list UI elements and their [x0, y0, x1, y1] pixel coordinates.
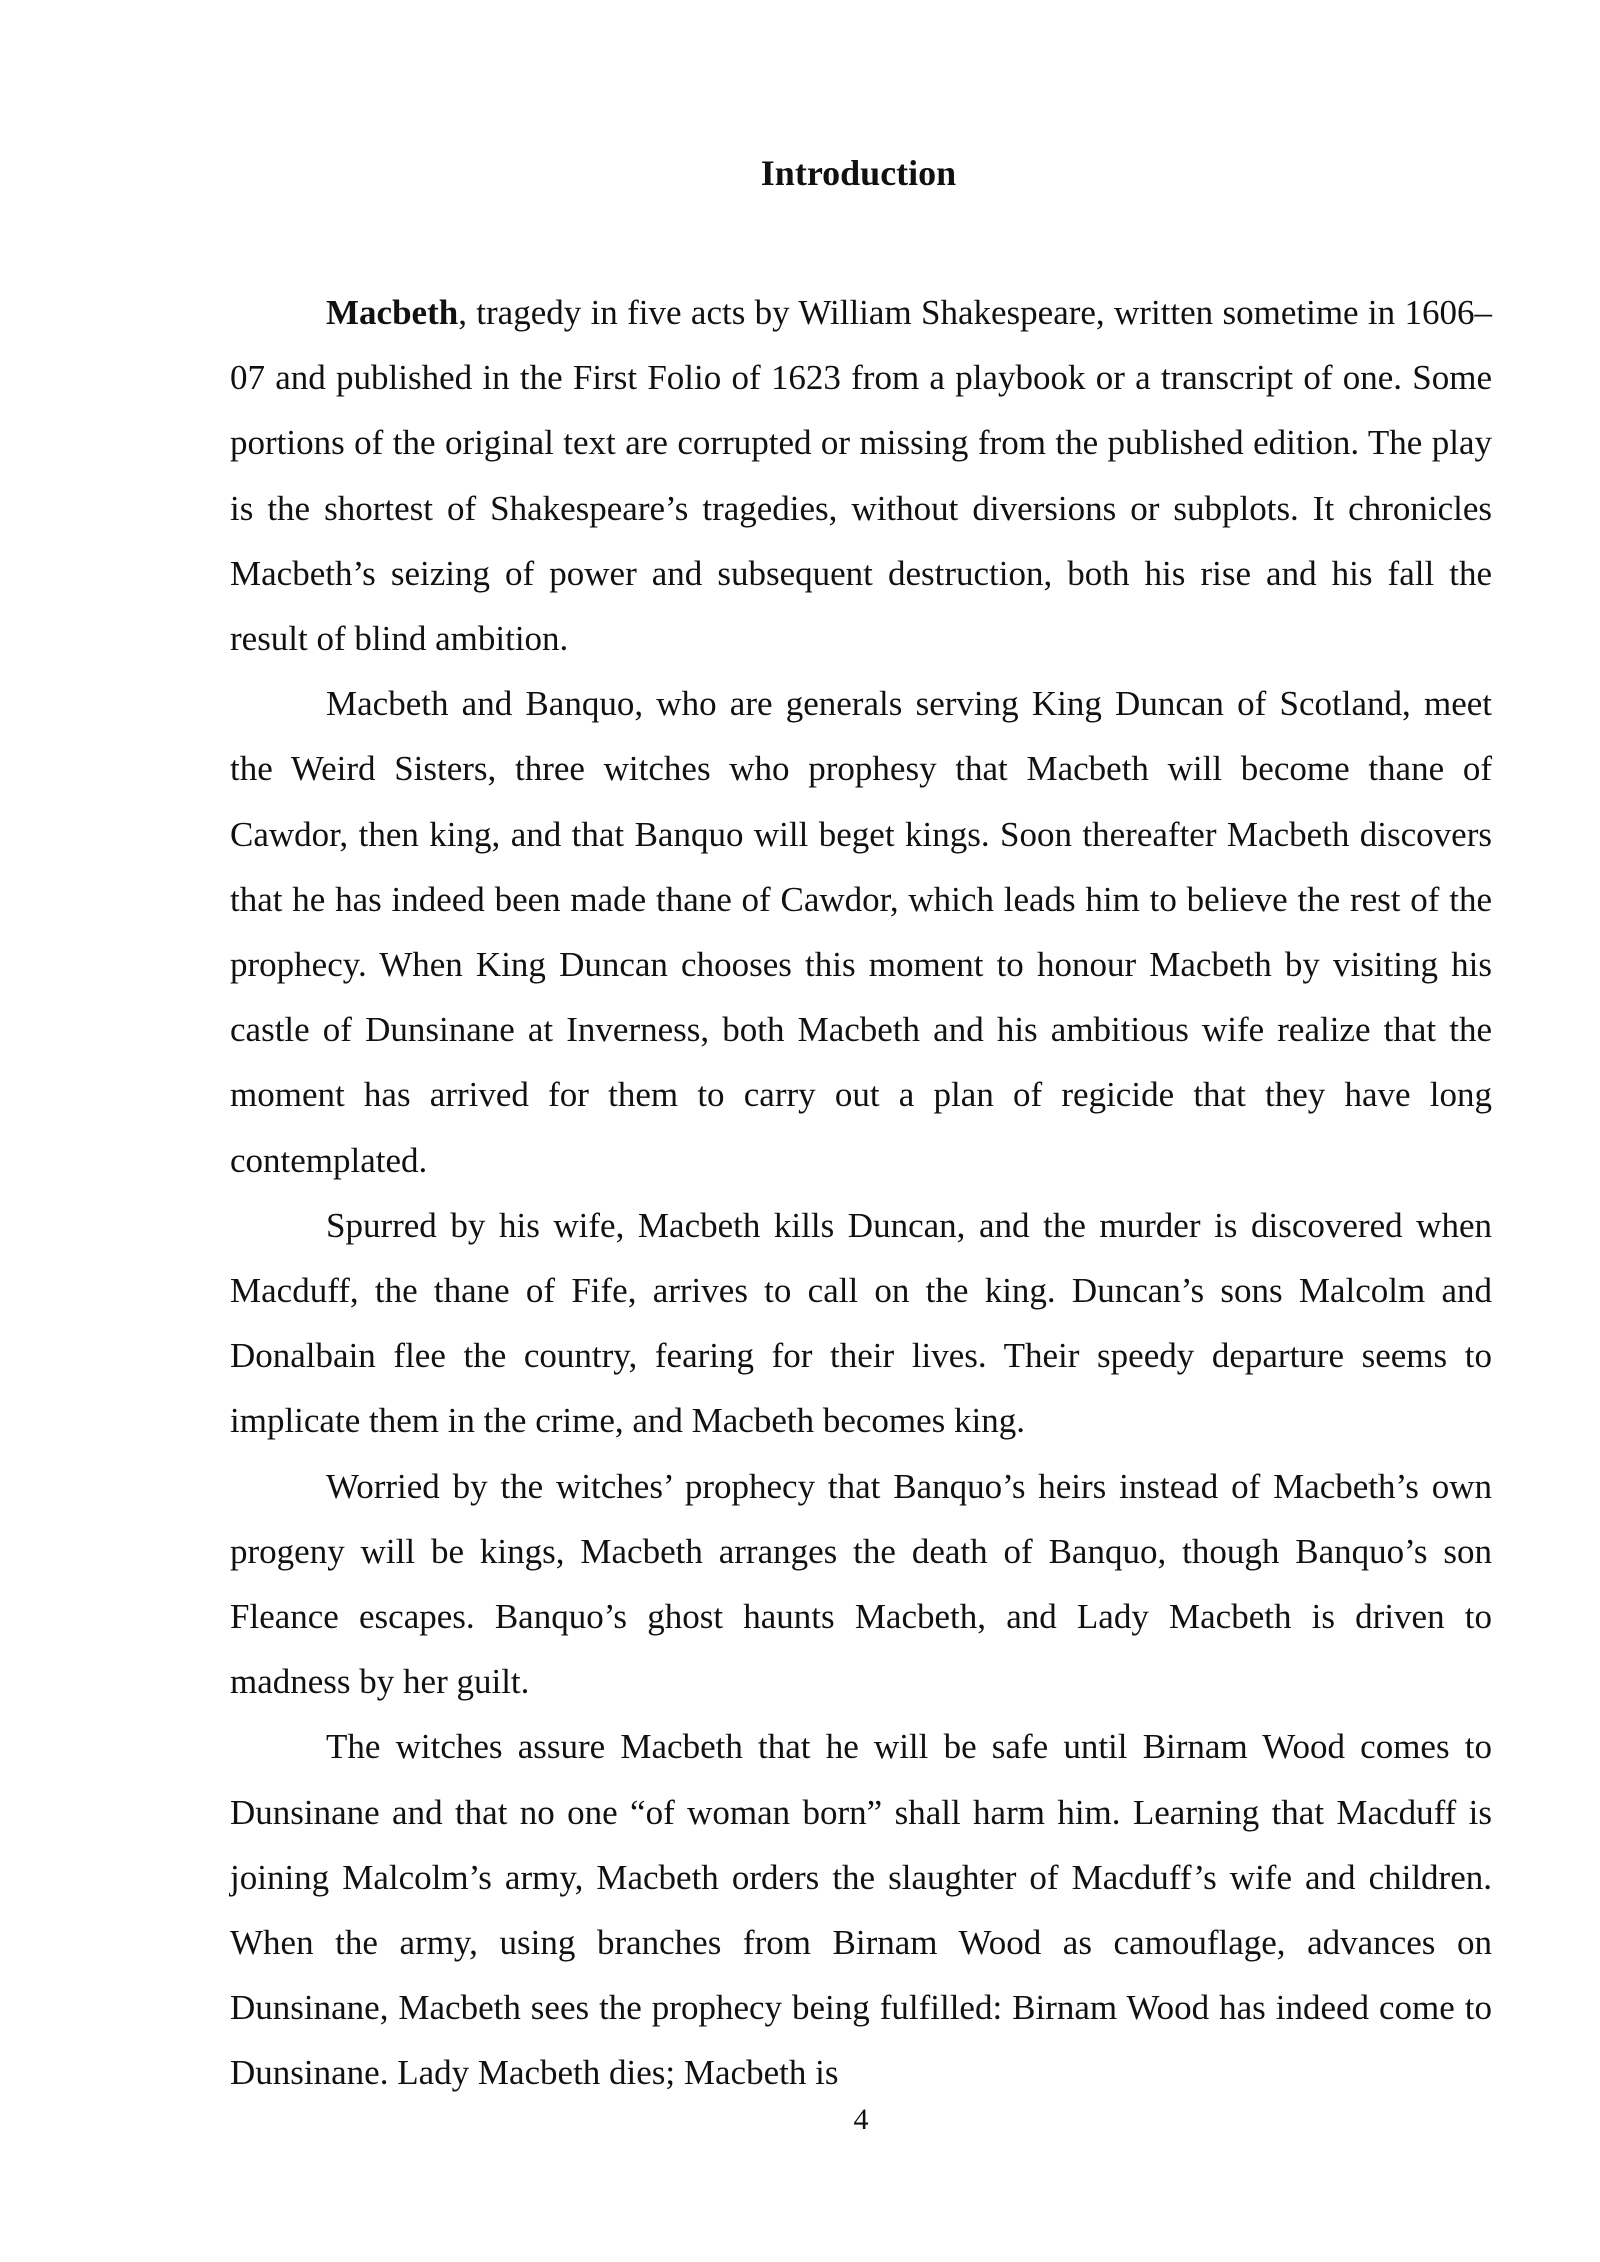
paragraph-3: Spurred by his wife, Macbeth kills Duncan, and the murder is discovered when Macduff, the thane of Fife, arrives to call on the king. Duncan’s sons Malcolm and Donalbain flee the country, fearing for their lives. Their speedy departure seems to implicate them in the crime, and Macbeth becomes king.: [230, 1205, 1492, 1441]
body-text: [230, 280, 1492, 2106]
paragraph-text: , tragedy in five acts by William Shakespeare, written sometime in 1606–07 and published in the First Folio of 1623 from a playbook or a transcript of one. Some portions of the original text are corrupted or missing from the published edition. The play is the shortest of Shakespeare’s tragedies, without diversions or subplots. It chronicles Macbeth’s seizing of power and subsequent destruction, both his rise and his fall the result of blind ambition.: [230, 293, 1492, 659]
page-number: 4: [853, 2103, 869, 2136]
paragraph-4: Worried by the witches’ prophecy that Banquo’s heirs instead of Macbeth’s own progeny will be kings, Macbeth arranges the death of Banquo, though Banquo’s son Fleance escapes. Banquo’s ghost haunts Macbeth, and Lady Macbeth is driven to madness by her guilt.: [230, 1466, 1492, 1702]
paragraph-1: [230, 280, 1492, 671]
page-title: Introduction: [760, 153, 957, 193]
paragraph-5: The witches assure Macbeth that he will be safe until Birnam Wood comes to Dunsinane and that no one “of woman born” shall harm him. Learning that Macduff is joining Malcolm’s army, Macbeth orders the slaughter of Macduff’s wife and children. When the army, using branches from Birnam Wood as camouflage, advances on Dunsinane, Macbeth sees the prophecy being fulfilled: Birnam Wood has indeed come to Dunsinane. Lady Macbeth dies; Macbeth is: [230, 1727, 1492, 2093]
paragraph-lead-bold: Macbeth: [326, 293, 459, 332]
paragraph-2: Macbeth and Banquo, who are generals serving King Duncan of Scotland, meet the Weird Sisters, three witches who prophesy that Macbeth will become thane of Cawdor, then king, and that Banquo will beget kings. Soon thereafter Macbeth discovers that he has indeed been made thane of Cawdor, which leads him to believe the rest of the prophecy. When King Duncan chooses this moment to honour Macbeth by visiting his castle of Dunsinane at Inverness, both Macbeth and his ambitious wife realize that the moment has arrived for them to carry out a plan of regicide that they have long contemplated.: [230, 684, 1492, 1180]
